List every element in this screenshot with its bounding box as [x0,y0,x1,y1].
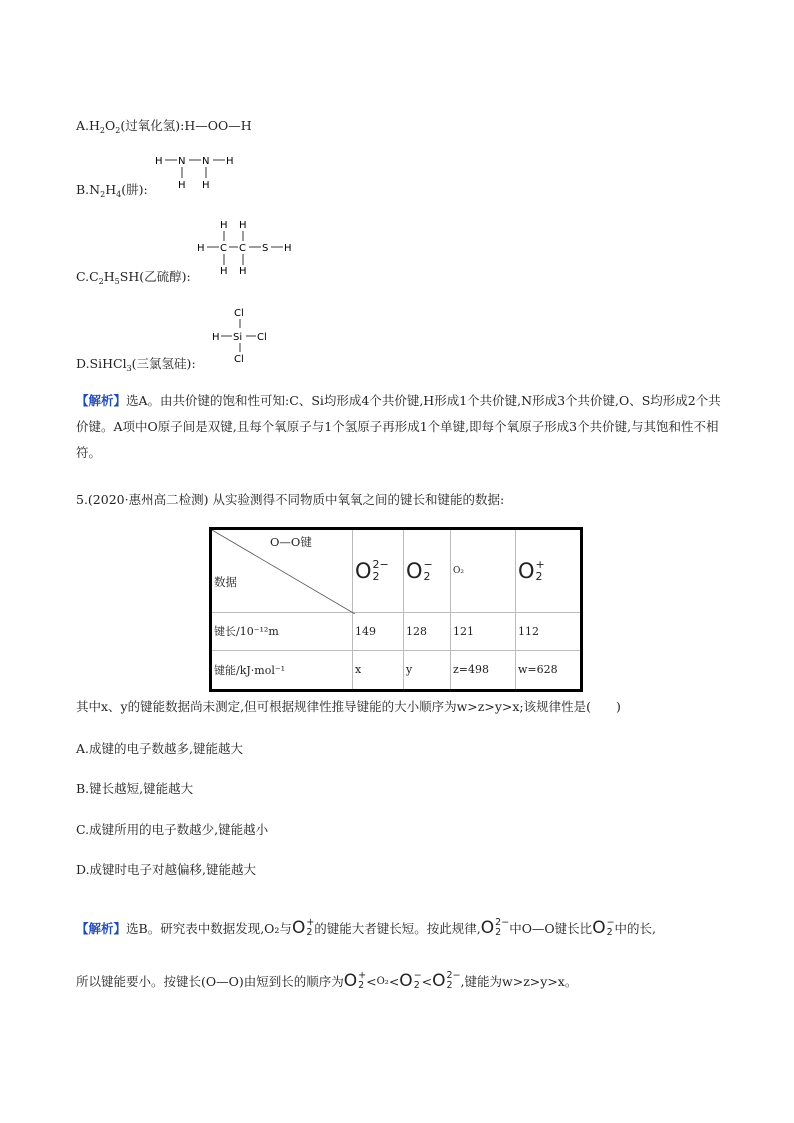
ion-o2-plus: O + 2 [343,970,367,991]
header-o2-plus: O + 2 [516,529,582,613]
header-o2-minus: O − 2 [404,529,451,613]
atom-h: H [155,156,163,167]
atom-cl: Cl [257,332,267,343]
atom-h: H [197,243,205,254]
analysis-tag: 【解析】 [76,921,127,936]
table-row: 键能/kJ·mol⁻¹ x y z=498 w=628 [211,650,582,690]
table-corner-cell: O—O键 数据 [211,529,353,613]
choice-d: D.成键时电子对越偏移,键能越大 [76,862,257,877]
analysis-tag: 【解析】 [76,393,127,408]
atom-h: H [212,332,220,343]
question-5-stem: 5.(2020·惠州高二检测) 从实验测得不同物质中氧氧之间的键长和键能的数据: [76,492,505,507]
trichlorosilane-structure [205,302,285,368]
atom-h: H [284,243,292,254]
hydrazine-structure [150,148,240,196]
choice-c: C.成键所用的电子数越少,键能越小 [76,822,269,837]
ion-o2-plus: O + 2 [291,917,315,938]
atom-s: S [262,243,269,254]
ion-o2-minus: O − 2 [399,970,422,991]
atom-c: C [220,243,227,254]
atom-n: N [178,156,186,167]
option-a: $A.H_2O_2$(过氧化氢):H—OO—H [76,118,252,135]
analysis-1: 【解析】选A。由共价键的饱和性可知:C、Si均形成4个共价键,H形成1个共价键,N形成3个共价键,O、S均形成2个共价键。A项中O原子间是双键,且每个氧原子与1个氢原子再形成1个单键,即每个氧原子形成3个共价键,与其饱和性不相符。 [76,393,721,460]
atom-h: H [239,266,247,277]
atom-h: H [239,220,247,231]
option-d: D.SiHCl$_3$(三氯氢硅): [76,356,196,373]
question-5-tail: 其中x、y的键能数据尚未测定,但可根据规律性推导键能的大小顺序为w>z>y>x;该规律性是( ) [76,699,621,714]
atom-cl: Cl [234,354,244,365]
atom-h: H [202,180,210,191]
option-c: $C.C_2H_5SH$(乙硫醇): [76,269,191,286]
atom-h: H [220,266,228,277]
option-b: $B.N_2H_4$(肼): [76,182,148,199]
atom-h: H [226,156,234,167]
analysis-2-line-1: 【解析】 选B。研究表中数据发现,O₂与 O + 2 的键能大者键长短。按此规律, O 2− 2 中O—O键长比 O − 2 中的长, [76,917,657,938]
choice-a: A.成键的电子数越多,键能越大 [76,741,243,756]
ion-o2-2minus: O 2− 2 [480,917,510,938]
atom-n: N [202,156,210,167]
ion-o2-minus: O − 2 [592,917,615,938]
atom-h: H [220,220,228,231]
atom-h: H [178,180,186,191]
header-o2-2minus: O 2− 2 [353,529,404,613]
table-row: 键长/10⁻¹²m 149 128 121 112 [211,613,582,651]
atom-cl: Cl [234,308,244,319]
header-o2: O₂ [451,529,516,613]
ion-o2-2minus: O 2− 2 [432,970,461,991]
ethanethiol-structure [193,213,303,279]
analysis-2-line-2: 所以键能要小。按键长(O—O)由短到长的顺序为 O + 2 < O₂ < O − 2 < O 2− 2 ,键能为w>z>y>x。 [76,970,578,991]
choice-b: B.键长越短,键能越大 [76,781,194,796]
atom-c: C [239,243,246,254]
bond-data-table [209,527,583,692]
atom-si: Si [233,332,243,343]
